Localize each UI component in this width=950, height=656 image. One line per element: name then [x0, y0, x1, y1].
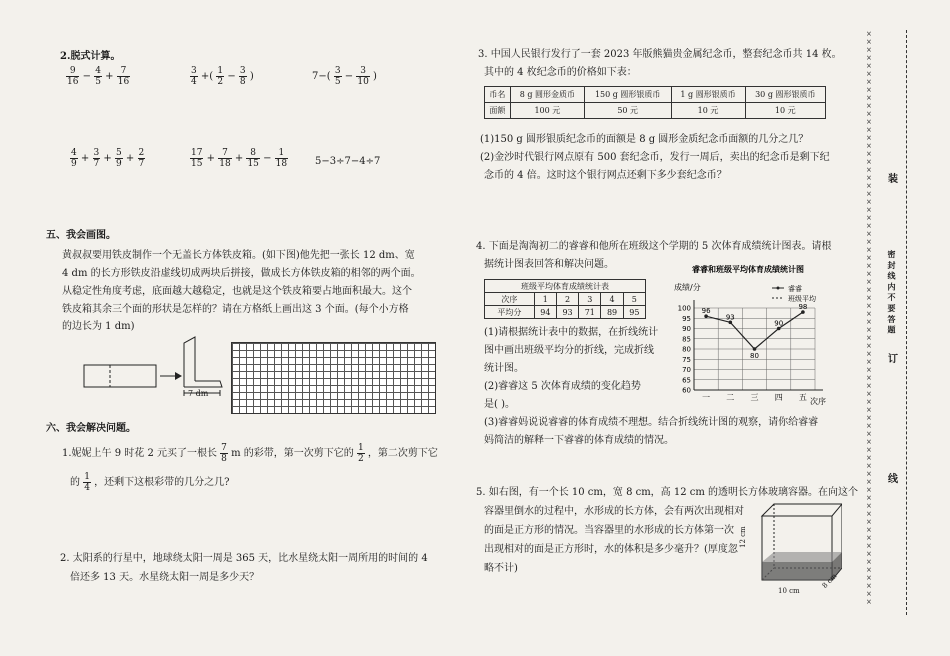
chart-data-label: 98	[798, 303, 808, 312]
r4-s3a: (3)睿睿妈说说睿睿的体育成绩不理想。结合折线统计图的观察，请你给睿睿	[484, 417, 819, 428]
binding-char-2: 订	[888, 354, 898, 365]
coin-price-table	[484, 86, 826, 119]
coin-header-cell: 150 g 圆形银质币	[584, 87, 671, 103]
chart-xtick-label: 二	[726, 393, 735, 402]
r3-line2: 其中的 4 枚纪念币的价格如下表：	[484, 67, 637, 78]
score-line-chart	[660, 262, 840, 412]
chart-ylabel: 成绩/分	[674, 283, 701, 292]
r3-sub2-b: 念币的 4 倍。这时这个银行网点还剩下多少套纪念币？	[484, 170, 727, 181]
chart-title: 睿睿和班级平均体育成绩统计图	[692, 265, 804, 274]
dim-height: 12 cm	[739, 526, 747, 548]
sec6-q2-line1: 2. 太阳系的行星中，地球绕太阳一周是 365 天，比水星绕太阳一周所用的时间的 4	[60, 553, 428, 564]
chart-ytick-label: 95	[682, 314, 691, 323]
calc-expr-4: $\frac{4}{9}$ + $\frac{3}{7}$ + $\frac{5}{9}$ + $\frac{2}{7}$	[71, 148, 145, 169]
calc-expr-5: $\frac{17}{15}$ + $\frac{7}{18}$ + $\frac{8}{15}$ − $\frac{1}{18}$	[191, 148, 288, 169]
r3-line1: 3. 中国人民银行发行了一套 2023 年版熊猫贵金属纪念币，整套纪念币共 14 枚。	[478, 49, 842, 60]
r5-l2: 容器里倒水的过程中，水形成的长方体，会有两次出现相对	[484, 506, 744, 517]
binding-char-1: 装	[888, 174, 898, 185]
r4-s1c: 统计图。	[484, 363, 524, 374]
chart-xlabel: 次序	[810, 397, 826, 406]
sec5-line-2: 4 dm 的长方形铁皮沿虚线切成两块后拼接，做成长方体铁皮箱的相邻的两个面。	[62, 268, 421, 279]
coin-value-cell: 50 元	[584, 103, 671, 119]
sec6-q1-line2: 的 $\frac{1}{4}$ ，还剩下这根彩带的几分之几?	[70, 472, 230, 493]
stat-cell: 71	[579, 306, 601, 319]
chart-data-label: 96	[701, 307, 711, 316]
stat-cell: 95	[623, 306, 645, 319]
calc-expr-2: $\frac{3}{4}$ +( $\frac{1}{2}$ − $\frac{3}{8}$ )	[191, 66, 254, 87]
stat-cell: 4	[601, 293, 623, 306]
stat-cell: 89	[601, 306, 623, 319]
r4-line2: 据统计图表回答和解决问题。	[484, 259, 614, 270]
chart-ytick-label: 75	[682, 355, 691, 364]
sec6-q1-line1: 1.妮妮上午 9 时花 2 元买了一根长 $\frac{7}{8}$ m 的彩带，第一次剪下它的 $\frac{1}{2}$ ，第二次剪下它	[62, 443, 438, 464]
binding-strip	[860, 30, 908, 615]
legend-series-2: 班级平均	[788, 295, 816, 303]
binding-dash-line	[906, 30, 907, 615]
chart-point	[753, 347, 757, 351]
chart-ytick-label: 70	[682, 366, 691, 374]
chart-xtick-label: 五	[798, 393, 807, 402]
r4-s2b: 是( )。	[484, 399, 515, 410]
calc-expr-3: 7−( $\frac{3}{5}$ − $\frac{3}{10}$ )	[312, 66, 377, 87]
dim-label-7dm: 7 dm	[188, 389, 209, 398]
r5-l4: 出现相对的面是正方形时，水的体积是多少毫升？(厚度忽	[484, 544, 738, 555]
chart-series-line	[706, 312, 803, 349]
coin-value-cell: 10 元	[745, 103, 825, 119]
r5-l1: 5. 如右图，有一个长 10 cm，宽 8 cm，高 12 cm 的透明长方体玻璃容器。在向这个	[476, 487, 859, 498]
dim-length: 10 cm	[778, 587, 800, 595]
chart-data-label: 93	[725, 313, 735, 322]
coin-value-cell: 100 元	[510, 103, 584, 119]
chart-xtick-label: 四	[774, 393, 783, 402]
chart-ytick-label: 60	[682, 386, 691, 395]
r5-l5: 略不计)	[484, 563, 518, 574]
chart-ytick-label: 80	[682, 345, 691, 354]
stat-cell: 3	[579, 293, 601, 306]
chart-legend	[772, 284, 816, 303]
coin-value-cell: 面额	[485, 103, 511, 119]
chart-ytick-label: 100	[677, 304, 691, 313]
r4-s1b: 图中画出班级平均分的折线，完成折线	[484, 345, 654, 356]
stat-cell: 93	[556, 306, 578, 319]
chart-ytick-label: 90	[682, 325, 691, 333]
legend-series-1: 睿睿	[788, 285, 802, 293]
sec5-line-3: 从稳定性角度考虑，底面越大越稳定，也就是这个铁皮箱要占地面积最大。这个	[62, 286, 412, 297]
stat-cell: 5	[623, 293, 645, 306]
stat-cell: 次序	[485, 293, 535, 306]
coin-header-cell: 币名	[485, 87, 511, 103]
coin-header-cell: 30 g 圆形银质币	[745, 87, 825, 103]
stat-cell: 2	[556, 293, 578, 306]
calc-expr-6: 5−3÷7−4÷7	[315, 156, 381, 167]
r3-sub1: (1)150 g 圆形银质纪念币的面额是 8 g 圆形金质纪念币面额的几分之几？	[480, 134, 809, 145]
chart-ytick-label: 85	[682, 335, 691, 344]
stat-cell: 94	[534, 306, 556, 319]
sec5-line-5: 的边长为 1 dm)	[62, 321, 135, 332]
coin-header-cell: 8 g 圆形金质币	[510, 87, 584, 103]
calc-expr-1: $\frac{9}{16}$ − $\frac{4}{5}$ + $\frac{7}{16}$	[67, 66, 130, 87]
binding-crosses-left: ××××××××××××××××××××××××××××××××××××××××××××××××××××××××××××××××××××××××	[866, 30, 872, 606]
chart-data-label: 80	[750, 352, 759, 360]
dim-width: 8 cm	[820, 572, 839, 590]
r4-s1a: (1)请根据统计表中的数据，在折线统计	[484, 327, 659, 338]
r4-line1: 4. 下面是淘淘初二的睿睿和他所在班级这个学期的 5 次体育成绩统计图表。请根	[476, 241, 832, 252]
stat-cell: 1	[534, 293, 556, 306]
chart-ytick-label: 65	[682, 376, 691, 385]
stat-table-title: 班级平均体育成绩统计表	[485, 280, 646, 293]
section-6-title: 六、我会解决问题。	[46, 423, 136, 434]
sec5-line-4: 铁皮箱其余三个面的形状是怎样的？请在方格纸上画出这 3 个面。(每个小方格	[62, 304, 409, 315]
r4-s2a: (2)睿睿这 5 次体育成绩的变化趋势	[484, 381, 641, 392]
graph-paper-grid[interactable]	[231, 342, 436, 414]
r4-s3b: 妈简洁的解释一下睿睿的体育成绩的情况。	[484, 435, 674, 446]
sec5-line-1: 黄叔叔要用铁皮制作一个无盖长方体铁皮箱。(如下图)他先把一张长 12 dm、宽	[62, 250, 415, 261]
chart-xtick-label: 一	[702, 393, 711, 402]
chart-xtick-label: 三	[750, 393, 759, 402]
binding-char-3: 线	[888, 474, 898, 485]
sec6-q2-line2: 倍还多 13 天。水星绕太阳一周是多少天？	[70, 572, 260, 583]
calc-title: 2.脱式计算。	[60, 51, 121, 62]
r5-l3: 的面是正方形的情况。当容器里的水形成的长方体第一次	[484, 525, 734, 536]
coin-value-cell: 10 元	[671, 103, 745, 119]
section-5-title: 五、我会画图。	[46, 230, 116, 241]
chart-data-label: 90	[774, 319, 784, 328]
coin-header-cell: 1 g 圆形银质币	[671, 87, 745, 103]
r3-sub2-a: (2)金沙时代银行网点原有 500 套纪念币，发行一周后，卖出的纪念币是剩下纪	[480, 152, 830, 163]
stat-cell: 平均分	[485, 306, 535, 319]
class-average-table	[484, 279, 646, 319]
binding-note: 密 封 线 内 不 要 答 题	[887, 250, 897, 334]
